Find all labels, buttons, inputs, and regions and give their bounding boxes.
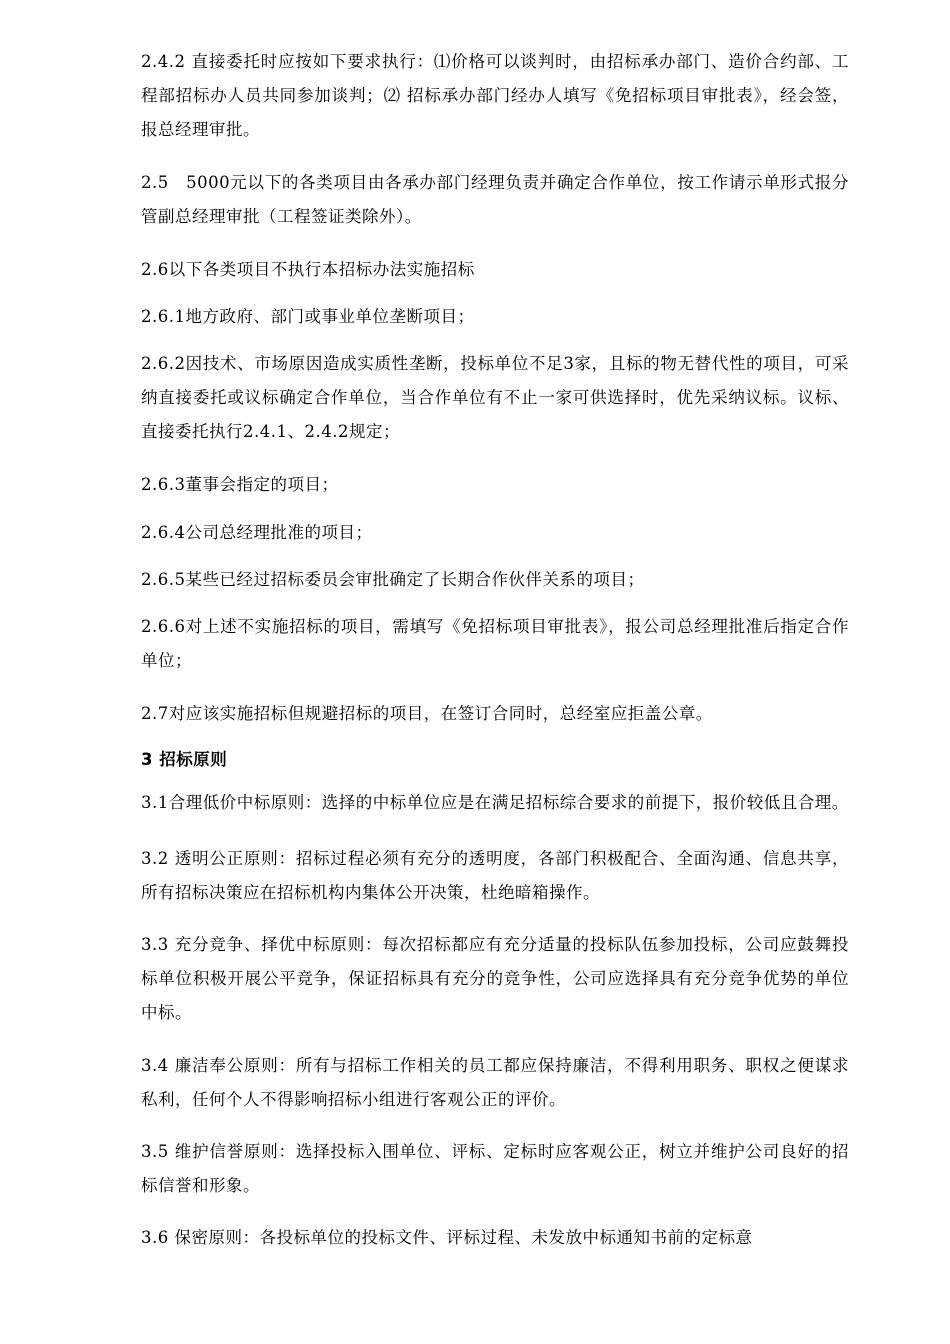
paragraph-3-1: 3.1合理低价中标原则：选择的中标单位应是在满足招标综合要求的前提下，报价较低且合理。 <box>141 793 849 812</box>
paragraph-2-7: 2.7对应该实施招标但规避招标的项目，在签订合同时，总经室应拒盖公章。 <box>141 704 713 723</box>
paragraph-3-4: 3.4 廉洁奉公原则：所有与招标工作相关的员工都应保持廉洁，不得利用职务、职权之便谋求私利，任何个人不得影响招标小组进行客观公正的评价。 <box>141 1056 849 1109</box>
section-3-heading: 3 招标原则 <box>141 750 228 769</box>
paragraph-2-5: 2.5 5000元以下的各类项目由各承办部门经理负责并确定合作单位，按工作请示单形式报分管副总经理审批（工程签证类除外）。 <box>141 173 849 226</box>
paragraph-2-6-3: 2.6.3董事会指定的项目； <box>141 475 339 494</box>
paragraph-3-2: 3.2 透明公正原则：招标过程必须有充分的透明度，各部门积极配合、全面沟通、信息共享，所有招标决策应在招标机构内集体公开决策，杜绝暗箱操作。 <box>141 849 849 902</box>
paragraph-3-5: 3.5 维护信誉原则：选择投标入围单位、评标、定标时应客观公正，树立并维护公司良好的招标信誉和形象。 <box>141 1142 849 1195</box>
paragraph-2-6-5: 2.6.5某些已经过招标委员会审批确定了长期合作伙伴关系的项目； <box>141 570 645 589</box>
paragraph-2-4-2: 2.4.2 直接委托时应按如下要求执行：⑴价格可以谈判时，由招标承办部门、造价合约部、工程部招标办人员共同参加谈判；⑵ 招标承办部门经办人填写《免招标项目审批表》，经会签，报总经理审批。 <box>141 52 849 139</box>
paragraph-3-6: 3.6 保密原则：各投标单位的投标文件、评标过程、未发放中标通知书前的定标意 <box>141 1228 753 1247</box>
paragraph-2-6-2: 2.6.2因技术、市场原因造成实质性垄断，投标单位不足3家，且标的物无替代性的项目，可采纳直接委托或议标确定合作单位，当合作单位有不止一家可供选择时，优先采纳议标。议标、直接委托执行2.4.1、2.4.2规定； <box>141 354 849 441</box>
paragraph-2-6-1: 2.6.1地方政府、部门或事业单位垄断项目； <box>141 307 475 326</box>
paragraph-2-6-6: 2.6.6对上述不实施招标的项目，需填写《免招标项目审批表》，报公司总经理批准后指定合作单位； <box>141 617 849 670</box>
paragraph-2-6: 2.6以下各类项目不执行本招标办法实施招标 <box>141 260 475 279</box>
paragraph-3-3: 3.3 充分竞争、择优中标原则：每次招标都应有充分适量的投标队伍参加投标，公司应鼓舞投标单位积极开展公平竞争，保证招标具有充分的竞争性，公司应选择具有充分竞争优势的单位中标。 <box>141 935 849 1022</box>
paragraph-2-6-4: 2.6.4公司总经理批准的项目； <box>141 523 373 542</box>
